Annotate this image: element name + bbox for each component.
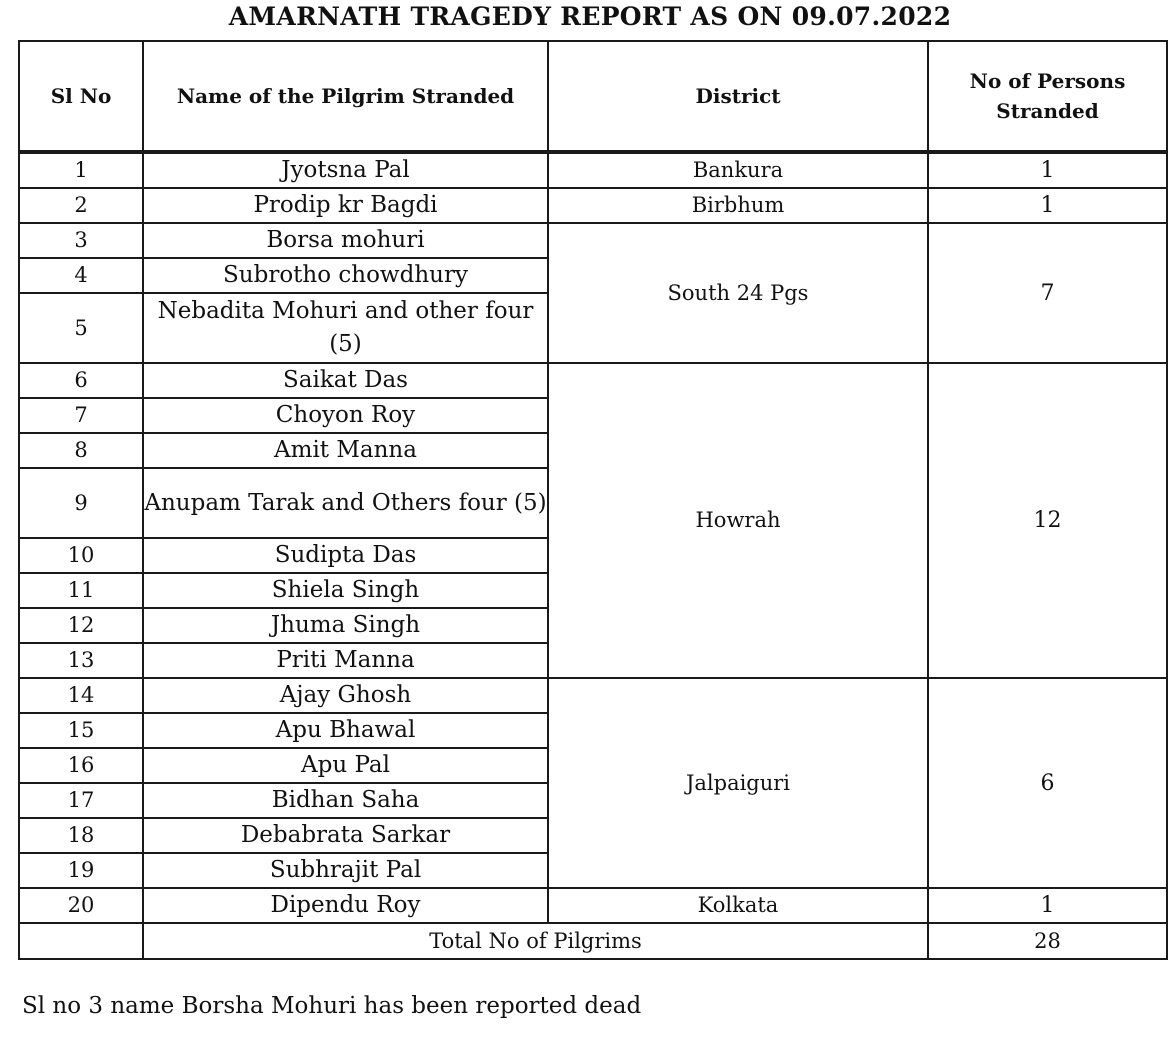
name-cell: Borsa mohuri bbox=[143, 223, 548, 258]
table-row bbox=[19, 888, 1167, 923]
name-cell: Bidhan Saha bbox=[143, 783, 548, 818]
sl-cell: 3 bbox=[19, 223, 143, 258]
footnote: Sl no 3 name Borsha Mohuri has been reported dead bbox=[22, 993, 642, 1019]
district-cell: Jalpaiguri bbox=[548, 678, 928, 888]
name-cell: Dipendu Roy bbox=[143, 888, 548, 923]
table-row bbox=[19, 223, 1167, 258]
pilgrim-table bbox=[18, 40, 1168, 960]
count-cell: 1 bbox=[928, 888, 1167, 923]
name-cell: Nebadita Mohuri and other four (5) bbox=[143, 293, 548, 363]
name-cell: Apu Pal bbox=[143, 748, 548, 783]
name-cell: Ajay Ghosh bbox=[143, 678, 548, 713]
sl-cell: 17 bbox=[19, 783, 143, 818]
name-cell: Priti Manna bbox=[143, 643, 548, 678]
count-cell: 6 bbox=[928, 678, 1167, 888]
total-label: Total No of Pilgrims bbox=[143, 923, 928, 959]
table-header-row bbox=[19, 41, 1167, 152]
name-cell: Apu Bhawal bbox=[143, 713, 548, 748]
total-row bbox=[19, 923, 1167, 959]
sl-cell: 8 bbox=[19, 433, 143, 468]
district-cell: Bankura bbox=[548, 152, 928, 188]
sl-cell: 11 bbox=[19, 573, 143, 608]
table-row bbox=[19, 152, 1167, 188]
district-cell: Howrah bbox=[548, 363, 928, 678]
name-cell: Subrotho chowdhury bbox=[143, 258, 548, 293]
sl-cell: 9 bbox=[19, 468, 143, 538]
name-cell: Jyotsna Pal bbox=[143, 152, 548, 188]
header-district: District bbox=[548, 41, 928, 152]
header-sl-no: Sl No bbox=[19, 41, 143, 152]
table-row bbox=[19, 363, 1167, 398]
sl-cell: 15 bbox=[19, 713, 143, 748]
name-cell: Anupam Tarak and Others four (5) bbox=[143, 468, 548, 538]
count-cell: 1 bbox=[928, 152, 1167, 188]
name-cell: Choyon Roy bbox=[143, 398, 548, 433]
total-empty-cell bbox=[19, 923, 143, 959]
sl-cell: 19 bbox=[19, 853, 143, 888]
sl-cell: 1 bbox=[19, 152, 143, 188]
sl-cell: 6 bbox=[19, 363, 143, 398]
sl-cell: 2 bbox=[19, 188, 143, 223]
name-cell: Shiela Singh bbox=[143, 573, 548, 608]
name-cell: Sudipta Das bbox=[143, 538, 548, 573]
name-cell: Saikat Das bbox=[143, 363, 548, 398]
sl-cell: 20 bbox=[19, 888, 143, 923]
report-title: AMARNATH TRAGEDY REPORT AS ON 09.07.2022 bbox=[228, 2, 952, 31]
sl-cell: 7 bbox=[19, 398, 143, 433]
count-cell: 12 bbox=[928, 363, 1167, 678]
name-cell: Prodip kr Bagdi bbox=[143, 188, 548, 223]
count-cell: 1 bbox=[928, 188, 1167, 223]
name-cell: Subhrajit Pal bbox=[143, 853, 548, 888]
name-cell: Jhuma Singh bbox=[143, 608, 548, 643]
district-cell: Birbhum bbox=[548, 188, 928, 223]
sl-cell: 5 bbox=[19, 293, 143, 363]
district-cell: Kolkata bbox=[548, 888, 928, 923]
name-cell: Debabrata Sarkar bbox=[143, 818, 548, 853]
sl-cell: 13 bbox=[19, 643, 143, 678]
table-row bbox=[19, 678, 1167, 713]
sl-cell: 4 bbox=[19, 258, 143, 293]
sl-cell: 18 bbox=[19, 818, 143, 853]
name-cell: Amit Manna bbox=[143, 433, 548, 468]
count-cell: 7 bbox=[928, 223, 1167, 363]
total-count: 28 bbox=[928, 923, 1167, 959]
table-row bbox=[19, 188, 1167, 223]
header-persons: No of Persons Stranded bbox=[928, 41, 1167, 152]
sl-cell: 12 bbox=[19, 608, 143, 643]
district-cell: South 24 Pgs bbox=[548, 223, 928, 363]
header-name: Name of the Pilgrim Stranded bbox=[143, 41, 548, 152]
sl-cell: 14 bbox=[19, 678, 143, 713]
sl-cell: 10 bbox=[19, 538, 143, 573]
sl-cell: 16 bbox=[19, 748, 143, 783]
